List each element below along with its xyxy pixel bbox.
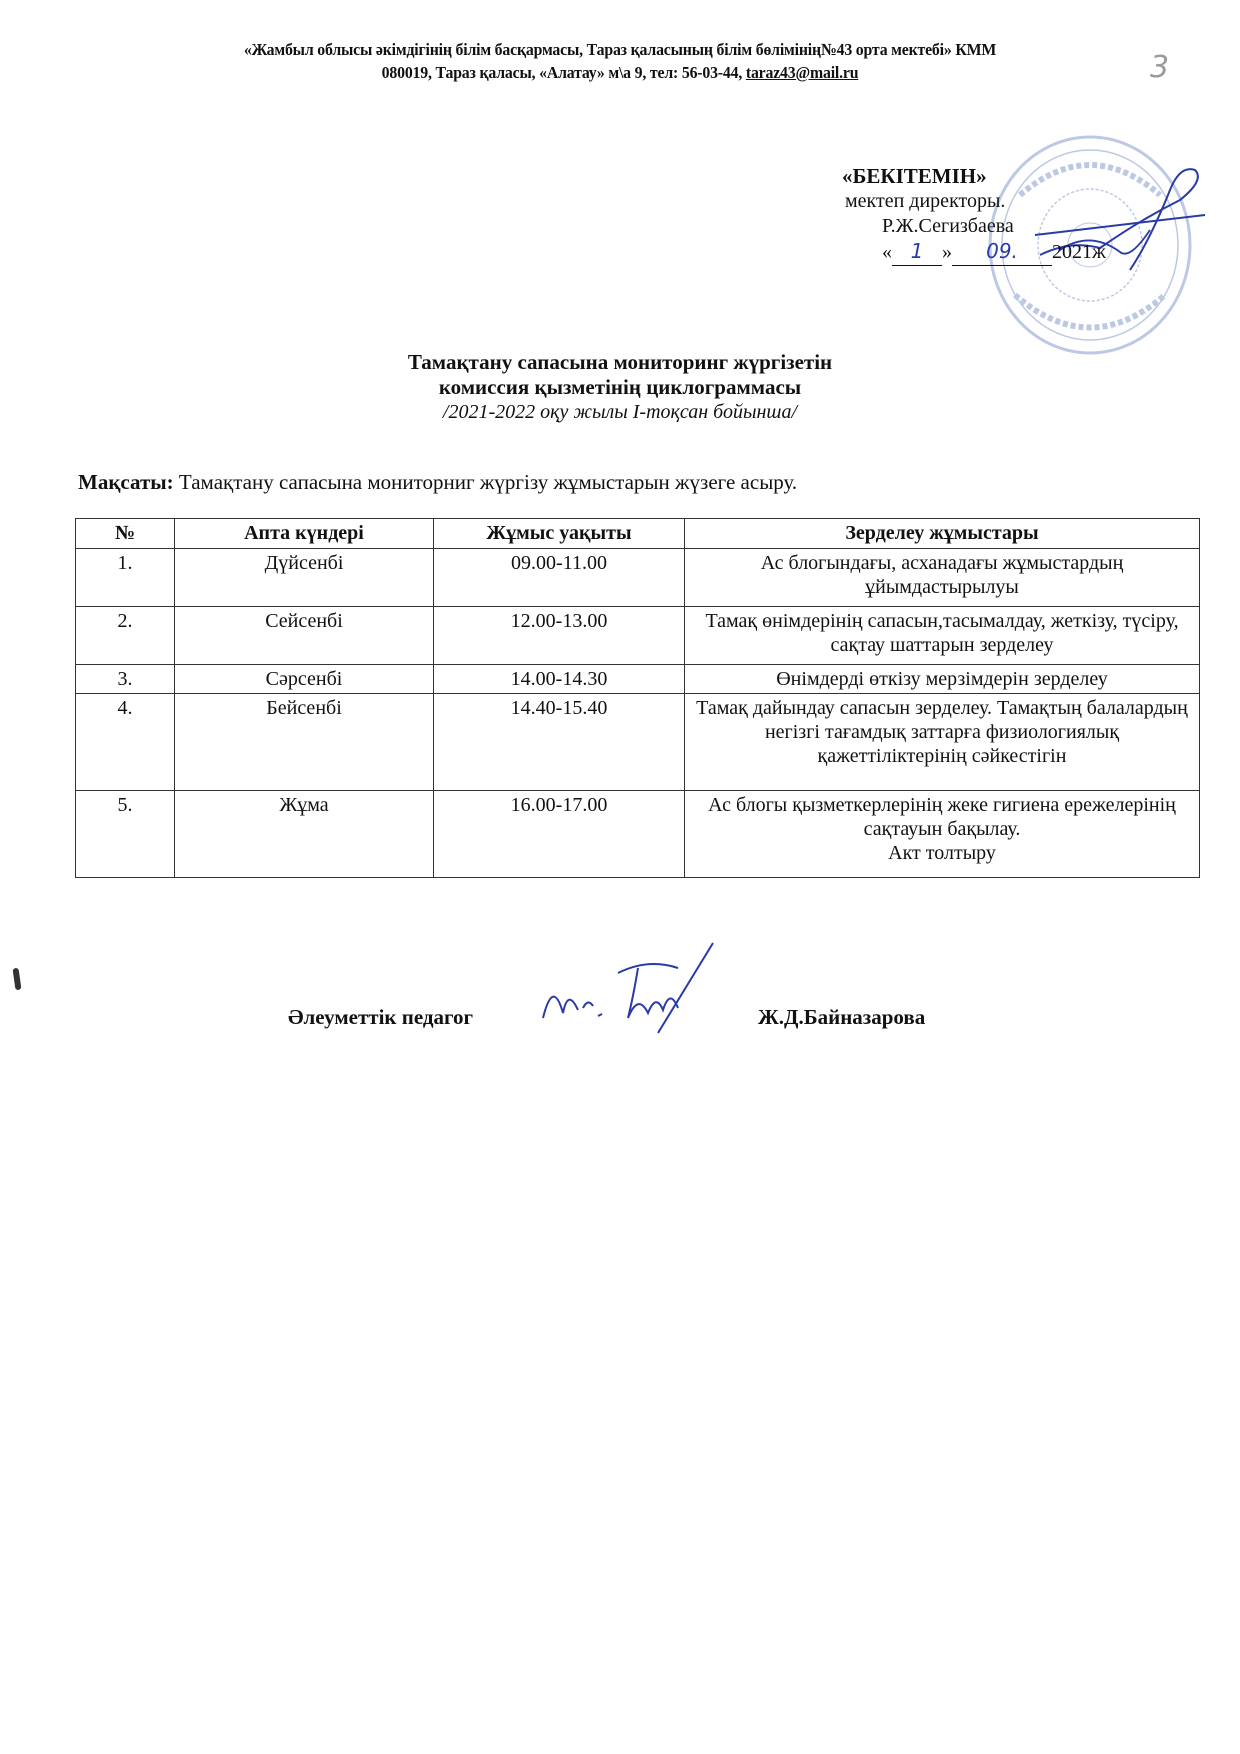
table-header-row xyxy=(76,519,1200,549)
document-subtitle: /2021-2022 оқу жылы І-тоқсан бойынша/ xyxy=(442,401,798,423)
row-time: 12.00-13.00 xyxy=(434,607,685,665)
row-task: Тамақ өнімдерінің сапасын,тасымалдау, жеткізу, түсіру, сақтау шаттарын зерделеу xyxy=(685,607,1200,665)
date-open-quote: « xyxy=(882,241,892,263)
table-row xyxy=(76,791,1200,878)
header-line-2 xyxy=(43,61,1196,84)
date-day-field xyxy=(892,239,942,266)
header-weekday: Апта күндері xyxy=(175,519,434,549)
date-month-field xyxy=(952,239,1052,266)
approval-title: «БЕКІТЕМІН» xyxy=(842,164,987,188)
document-title xyxy=(0,350,1240,425)
row-task: Ас блогындағы, асханадағы жұмыстардың ұйымдастырылуы xyxy=(685,549,1200,607)
page-number: 3 xyxy=(1150,50,1170,85)
row-task-extra: Акт толтыру xyxy=(888,842,996,864)
header-number: № xyxy=(76,519,175,549)
goal-statement xyxy=(78,470,797,495)
row-task: Тамақ дайындау сапасын зерделеу. Тамақтың балалардың негізгі тағамдық заттарға физиологиялық қажеттіліктерінің сәйкестігін xyxy=(685,694,1200,791)
row-weekday: Сейсенбі xyxy=(175,607,434,665)
scan-mark-icon xyxy=(12,968,21,991)
row-time: 16.00-17.00 xyxy=(434,791,685,878)
date-year: 2021ж xyxy=(1052,241,1106,263)
header-line-1: «Жамбыл облысы әкімдігінің білім басқармасы, Тараз қаласының білім бөлімінің№43 орта мектебі» КММ xyxy=(243,40,997,59)
row-number: 1. xyxy=(76,549,175,607)
cyclogram-table xyxy=(75,518,1200,878)
row-task-text: Ас блогы қызметкерлерінің жеке гигиена ережелерінің сақтауын бақылау. xyxy=(708,794,1176,840)
header-work-time: Жұмыс уақыты xyxy=(434,519,685,549)
row-weekday: Жұма xyxy=(175,791,434,878)
footer-role: Әлеуметтік педагог xyxy=(288,1005,474,1029)
date-day: 1 xyxy=(910,239,924,263)
pedagog-signature-icon xyxy=(538,938,728,1038)
title-line-1: Тамақтану сапасына мониторинг жүргізетін xyxy=(407,350,833,374)
row-time: 14.00-14.30 xyxy=(434,665,685,694)
table-row xyxy=(76,549,1200,607)
row-time: 09.00-11.00 xyxy=(434,549,685,607)
table-row xyxy=(76,694,1200,791)
school-header xyxy=(43,38,1196,84)
approval-block xyxy=(840,164,1106,266)
approval-name: Р.Ж.Сегизбаева xyxy=(882,215,1014,237)
table-row xyxy=(76,607,1200,665)
row-weekday: Дүйсенбі xyxy=(175,549,434,607)
approval-role: мектеп директоры. xyxy=(845,190,1006,212)
title-line-2: комиссия қызметінің циклограммасы xyxy=(438,375,802,399)
goal-text: Тамақтану сапасына мониторниг жүргізу жұмыстарын жүзеге асыру. xyxy=(173,470,798,494)
date-close-quote: » xyxy=(942,241,952,263)
row-task xyxy=(685,791,1200,878)
row-weekday: Бейсенбі xyxy=(175,694,434,791)
row-task: Өнімдерді өткізу мерзімдерін зерделеу xyxy=(685,665,1200,694)
header-tasks: Зерделеу жұмыстары xyxy=(685,519,1200,549)
row-weekday: Сәрсенбі xyxy=(175,665,434,694)
approval-date xyxy=(882,239,1106,266)
date-month: 09. xyxy=(986,239,1018,263)
row-number: 3. xyxy=(76,665,175,694)
table-row xyxy=(76,665,1200,694)
footer-name: Ж.Д.Байназарова xyxy=(758,1005,926,1029)
row-time: 14.40-15.40 xyxy=(434,694,685,791)
email-link[interactable]: taraz43@mail.ru xyxy=(745,63,859,82)
header-address: 080019, Тараз қаласы, «Алатау» м\а 9, тел: 56-03-44, xyxy=(381,63,746,82)
row-number: 5. xyxy=(76,791,175,878)
goal-label: Мақсаты: xyxy=(78,470,174,494)
row-number: 4. xyxy=(76,694,175,791)
row-number: 2. xyxy=(76,607,175,665)
